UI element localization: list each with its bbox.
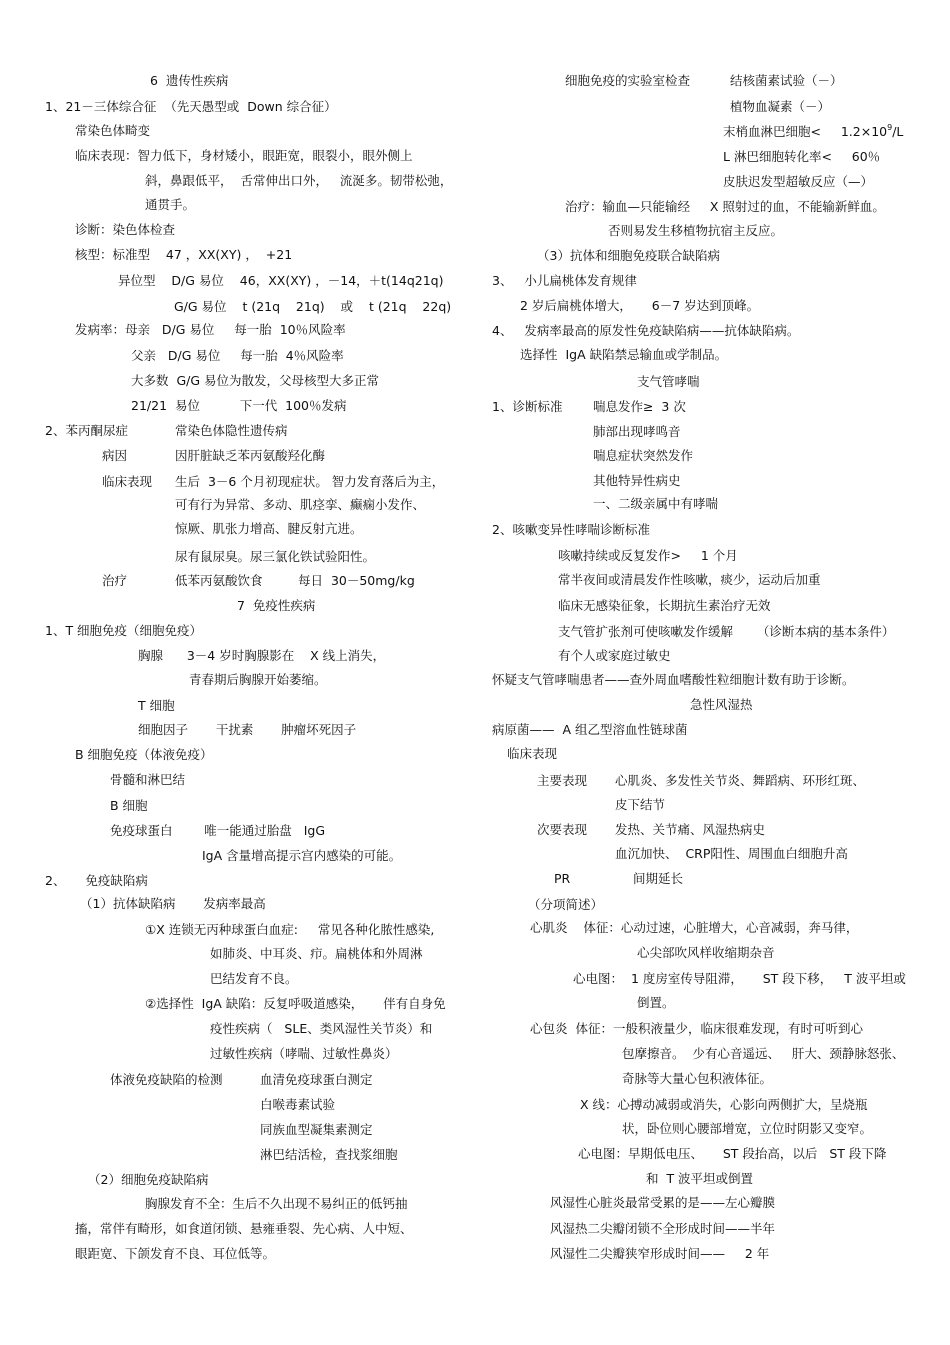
karyotype-standard: 核型：标准型 47 ，XX(XY) ， +21 xyxy=(75,247,293,262)
pericarditis-xray: 状，卧位则心腰部增宽，立位时阴影又变窄。 xyxy=(622,1121,873,1136)
myocarditis-line: 心尖部吹风样收缩期杂音 xyxy=(637,945,775,960)
chapter-7-title: 7 免疫性疾病 xyxy=(237,598,316,613)
down-syndrome-type: 常染色体畸变 xyxy=(75,123,151,138)
rf-pr-label: PR xyxy=(554,871,571,886)
immunoglobulin-line: 免疫球蛋白 唯一能通过胎盘 IgG xyxy=(110,823,326,838)
humoral-test: 白喉毒素试验 xyxy=(260,1097,336,1112)
tonsil-text: 2 岁后扁桃体增大， 6－7 岁达到顶峰。 xyxy=(520,298,760,313)
rf-major-line: 皮下结节 xyxy=(615,797,666,812)
asthma-title: 支气管哮喘 xyxy=(637,374,700,389)
asthma-criterion: 一、二级亲属中有哮喘 xyxy=(593,496,719,511)
cva-criterion: 有个人或家庭过敏史 xyxy=(558,648,671,663)
valve-note: 风湿性心脏炎最常受累的是——左心瓣膜 xyxy=(550,1195,776,1210)
myocarditis-line: 心肌炎 体征：心动过速，心脏增大，心音减弱，奔马律， xyxy=(530,920,859,935)
rf-major-line: 心肌炎、多发性关节炎、舞蹈病、环形红斑、 xyxy=(615,773,866,788)
cell-lab-test: L 淋巴细胞转化率< 60％ xyxy=(723,149,881,164)
incidence-line: 发病率：母亲 D/G 易位 每一胎 10％风险率 xyxy=(75,322,346,337)
antibody-deficiency-title: （1）抗体缺陷病 发病率最高 xyxy=(80,896,266,911)
iga-deficiency-line: 疫性疾病（ SLE、类风湿性关节炎）和 xyxy=(210,1021,433,1036)
myocarditis-ecg: 倒置。 xyxy=(637,995,675,1010)
down-clinical-line: 临床表现：智力低下，身材矮小，眼距宽，眼裂小，眼外侧上 xyxy=(75,148,413,163)
lymphocyte-count-exponent: 9 xyxy=(887,123,893,132)
rf-minor-label: 次要表现 xyxy=(537,822,588,837)
asthma-criterion: 喘息发作≥ 3 次 xyxy=(593,399,686,414)
cell-lab-test: 结核菌素试验（－） xyxy=(730,73,843,88)
pku-etiology: 因肝脏缺乏苯丙氨酸羟化酶 xyxy=(175,448,326,463)
pericarditis-xray: X 线：心搏动减弱或消失，心影向两侧扩大，呈烧瓶 xyxy=(580,1097,868,1112)
combined-deficiency-title: （3）抗体和细胞免疫联合缺陷病 xyxy=(537,248,720,263)
pku-inheritance: 常染色体隐性遗传病 xyxy=(175,423,288,438)
asthma-diagnosis-label: 1、诊断标准 xyxy=(492,399,563,414)
pku-etiology-label: 病因 xyxy=(102,448,128,463)
lymphocyte-count-text: 末梢血淋巴细胞< 1.2×10 xyxy=(723,124,888,139)
down-clinical-line: 通贯手。 xyxy=(145,197,196,212)
pericarditis-ecg: 和 T 波平坦或倒置 xyxy=(646,1171,754,1186)
rheumatic-fever-title: 急性风湿热 xyxy=(690,697,753,712)
cough-variant-asthma-label: 2、咳嗽变异性哮喘诊断标准 xyxy=(492,522,650,537)
tonsil-heading: 3、 小儿扁桃体发育规律 xyxy=(492,273,637,288)
digeorge-line: 眼距宽、下颌发育不良、耳位低等。 xyxy=(75,1246,276,1261)
pericarditis-line: 包摩擦音。 少有心音遥远、 肝大、颈静脉怒张、 xyxy=(622,1046,905,1061)
b-marrow-line: 骨髓和淋巴结 xyxy=(110,772,186,787)
cell-immunity-lab-label: 细胞免疫的实验室检查 xyxy=(565,73,691,88)
rf-minor-line: 血沉加快、 CRP阳性、周围血白细胞升高 xyxy=(615,846,848,861)
pku-clinical-line: 可有行为异常、多动、肌痉挛、癫痫小发作、 xyxy=(175,497,426,512)
iga-deficiency-line: 过敏性疾病（哮喘、过敏性鼻炎） xyxy=(210,1046,398,1061)
down-syndrome-heading: 1、21－三体综合征 （先天愚型或 Down 综合征） xyxy=(45,99,337,114)
cell-lab-test: 皮肤迟发型超敏反应（—） xyxy=(723,174,874,189)
cva-criterion: 常半夜间或清晨发作性咳嗽，痰少，运动后加重 xyxy=(558,572,821,587)
myocarditis-ecg: 心电图： 1 度房室传导阻滞， ST 段下移， T 波平坦或 xyxy=(573,971,906,986)
cva-criterion: 临床无感染征象，长期抗生素治疗无效 xyxy=(558,598,771,613)
incidence-line: 大多数 G/G 易位为散发，父母核型大多正常 xyxy=(131,373,380,388)
cellular-deficiency-title: （2）细胞免疫缺陷病 xyxy=(88,1172,209,1187)
pku-treatment-label: 治疗 xyxy=(102,573,128,588)
humoral-test: 同族血型凝集素测定 xyxy=(260,1122,373,1137)
asthma-criterion: 喘息症状突然发作 xyxy=(593,448,694,463)
immunoglobulin-line: IgA 含量增高提示宫内感染的可能。 xyxy=(202,848,402,863)
primary-immunodeficiency-heading: 4、 发病率最高的原发性免疫缺陷病——抗体缺陷病。 xyxy=(492,323,800,338)
pku-treatment-dose: 每日 30－50mg/kg xyxy=(298,573,415,588)
cva-criterion: 支气管扩张剂可使咳嗽发作缓解 （诊断本病的基本条件） xyxy=(558,624,895,639)
valve-note: 风湿性二尖瓣狭窄形成时间—— 2 年 xyxy=(550,1246,770,1261)
thymus-line: 青春期后胸腺开始萎缩。 xyxy=(189,672,327,687)
lymphocyte-count-unit: /L xyxy=(892,124,904,139)
cell-lab-test xyxy=(723,124,903,140)
humoral-test: 血清免疫球蛋白测定 xyxy=(260,1072,373,1087)
pericarditis-line: 心包炎 体征：一般积液量少，临床很难发现，有时可听到心 xyxy=(530,1021,863,1036)
down-clinical-line: 斜，鼻跟低平， 舌常伸出口外， 流涎多。韧带松弛， xyxy=(145,173,453,188)
incidence-line: 父亲 D/G 易位 每一胎 4％风险率 xyxy=(131,348,344,363)
rf-clinical-label: 临床表现 xyxy=(507,746,558,761)
karyotype-translocation: G/G 易位 t (21q 21q) 或 t (21q 22q) xyxy=(174,299,452,314)
incidence-line: 21/21 易位 下一代 100％发病 xyxy=(131,398,347,413)
iga-deficiency-line: ②选择性 IgA 缺陷：反复呼吸道感染， 伴有自身免 xyxy=(145,996,446,1011)
pku-clinical-line: 尿有鼠尿臭。尿三氯化铁试验阳性。 xyxy=(175,549,376,564)
xla-line: 巴结发育不良。 xyxy=(210,971,298,986)
valve-note: 风湿热二尖瓣闭锁不全形成时间——半年 xyxy=(550,1221,776,1236)
t-cell-label: T 细胞 xyxy=(138,698,175,713)
cva-criterion: 咳嗽持续或反复发作> 1 个月 xyxy=(558,548,738,563)
xla-line: 如肺炎、中耳炎、疖。扁桃体和外周淋 xyxy=(210,946,423,961)
digeorge-line: 胸腺发育不全：生后不久出现不易纠正的低钙抽 xyxy=(145,1196,408,1211)
digeorge-line: 搐，常伴有畸形，如食道闭锁、悬雍垂裂、先心病、人中短、 xyxy=(75,1221,413,1236)
b-cell-label: B 细胞 xyxy=(110,798,148,813)
pku-treatment-diet: 低苯丙氨酸饮食 xyxy=(175,573,263,588)
xla-line: ①X 连锁无丙种球蛋白血症: 常见各种化脓性感染, xyxy=(145,922,435,937)
karyotype-translocation: 异位型 D/G 易位 46，XX(XY) ，－14，＋t(14q21q) xyxy=(118,273,444,288)
thymus-line: 胸腺 3－4 岁时胸腺影在 X 线上消失， xyxy=(138,648,386,663)
t-cell-immunity-heading: 1、T 细胞免疫（细胞免疫） xyxy=(45,623,203,638)
immunodeficiency-heading: 2、 免疫缺陷病 xyxy=(45,873,148,888)
cell-deficiency-treatment: 否则易发生移植物抗宿主反应。 xyxy=(608,223,784,238)
rf-pr-text: 间期延长 xyxy=(633,871,684,886)
pku-clinical-label: 临床表现 xyxy=(102,474,153,489)
humoral-test: 淋巴结活检，查找浆细胞 xyxy=(260,1147,398,1162)
chapter-6-title: 6 遗传性疾病 xyxy=(150,73,229,88)
rf-brief-label: （分项简述） xyxy=(528,897,604,912)
eosinophil-note: 怀疑支气管哮喘患者——查外周血嗜酸性粒细胞计数有助于诊断。 xyxy=(492,672,855,687)
b-cell-immunity-heading: B 细胞免疫（体液免疫） xyxy=(75,747,213,762)
pku-clinical-line: 生后 3－6 个月初现症状。 智力发育落后为主， xyxy=(175,474,445,489)
down-diagnosis: 诊断：染色体检查 xyxy=(75,222,176,237)
cell-lab-test: 植物血凝素（－） xyxy=(730,99,831,114)
pericarditis-ecg: 心电图：早期低电压、 ST 段抬高，以后 ST 段下降 xyxy=(578,1146,887,1161)
cell-deficiency-treatment: 治疗：输血—只能输经 X 照射过的血，不能输新鲜血。 xyxy=(565,199,885,214)
iga-contraindication: 选择性 IgA 缺陷禁忌输血或学制品。 xyxy=(520,347,728,362)
pericarditis-line: 奇脉等大量心包积液体征。 xyxy=(622,1071,773,1086)
humoral-tests-label: 体液免疫缺陷的检测 xyxy=(110,1072,223,1087)
rf-minor-line: 发热、关节痛、风湿热病史 xyxy=(615,822,766,837)
asthma-criterion: 肺部出现哮鸣音 xyxy=(593,424,681,439)
pku-heading: 2、苯丙酮尿症 xyxy=(45,423,128,438)
asthma-criterion: 其他特异性病史 xyxy=(593,473,681,488)
rf-major-label: 主要表现 xyxy=(537,773,588,788)
rf-pathogen: 病原菌—— A 组乙型溶血性链球菌 xyxy=(492,722,688,737)
cytokines-line: 细胞因子 干扰素 肿瘤坏死因子 xyxy=(138,722,357,737)
pku-clinical-line: 惊厥、肌张力增高、腱反射亢进。 xyxy=(175,521,363,536)
